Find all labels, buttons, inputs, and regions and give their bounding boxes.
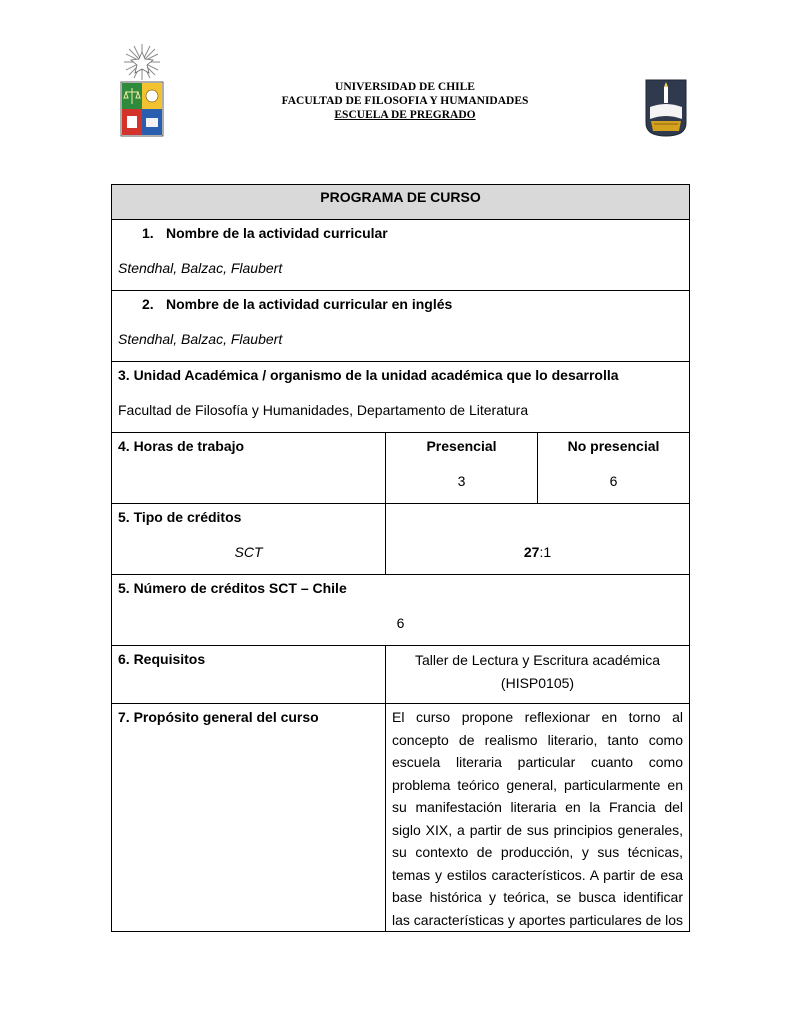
university-name: UNIVERSIDAD DE CHILE [335, 81, 475, 93]
section-7-cell [112, 704, 386, 932]
school-name: ESCUELA DE PREGRADO [334, 109, 476, 121]
no-presencial-cell [538, 433, 690, 504]
section-1-heading: 1. Nombre de la actividad curricular [142, 225, 388, 241]
section-1-cell [112, 220, 690, 291]
section-7-label: 7. Propósito general del curso [118, 709, 319, 725]
no-presencial-hours: 6 [609, 473, 618, 489]
institution-header [200, 80, 610, 122]
sct-credits: 6 [396, 615, 405, 631]
presencial-cell [386, 433, 538, 504]
section-1-label: Nombre de la actividad curricular [166, 225, 388, 241]
presencial-label: Presencial [426, 438, 497, 454]
activity-name: Stendhal, Balzac, Flaubert [118, 260, 283, 276]
credit-type: SCT [234, 544, 263, 560]
activity-name-english: Stendhal, Balzac, Flaubert [118, 331, 283, 347]
academic-unit: Facultad de Filosofía y Humanidades, Departamento de Literatura [118, 402, 529, 418]
section-5b-label: 5. Número de créditos SCT – Chile [118, 580, 347, 596]
course-program-table [111, 184, 690, 932]
no-presencial-label: No presencial [567, 438, 660, 454]
course-purpose: El curso propone reflexionar en torno al concepto de realismo literario, tanto como escuela literaria particular cuanto como problema teórico general, particularmente en su manifestación literaria en la Francia del siglo XIX, a partir de sus principios generales, su contexto de producción, y sus técnicas, temas y estilos característicos. A partir de esa base histórica y teórica, se busca identificar las características y aportes particulares de los [386, 704, 690, 932]
section-6-cell [112, 646, 386, 704]
faculty-name: FACULTAD DE FILOSOFIA Y HUMANIDADES [281, 95, 529, 107]
section-2-cell [112, 291, 690, 362]
credit-ratio: 27:1 [523, 544, 552, 560]
section-5a-label: 5. Tipo de créditos [118, 509, 242, 525]
section-6-label: 6. Requisitos [118, 651, 206, 667]
section-2-label: Nombre de la actividad curricular en inglés [166, 296, 453, 312]
university-shield-logo [118, 42, 166, 138]
requirements: Taller de Lectura y Escritura académica (HISP0105) [386, 646, 690, 704]
section-5a-cell [112, 504, 386, 575]
credit-ratio-cell [386, 504, 690, 575]
section-4-label: 4. Horas de trabajo [118, 438, 245, 454]
section-3-label: 3. Unidad Académica / organismo de la unidad académica que lo desarrolla [118, 367, 619, 383]
section-5b-cell [112, 575, 690, 646]
section-3-cell [112, 362, 690, 433]
presencial-hours: 3 [457, 473, 466, 489]
section-4-cell [112, 433, 386, 504]
faculty-book-logo [645, 79, 687, 137]
section-2-heading: 2. Nombre de la actividad curricular en inglés [142, 296, 453, 312]
program-title: PROGRAMA DE CURSO [112, 185, 690, 220]
